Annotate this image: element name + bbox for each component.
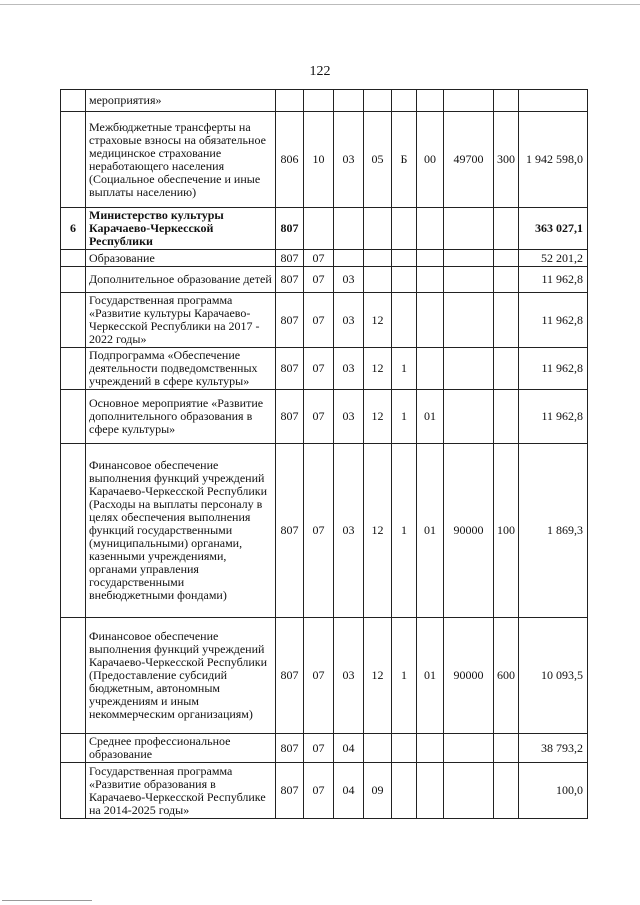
code-ved: 807 bbox=[276, 444, 304, 618]
row-number bbox=[61, 734, 86, 763]
code-pr: 03 bbox=[334, 390, 364, 444]
row-amount: 363 027,1 bbox=[519, 208, 588, 250]
code-program: 09 bbox=[364, 763, 392, 819]
code-subprogram: Б bbox=[392, 112, 417, 208]
code-ved bbox=[276, 90, 304, 112]
code-direction: 90000 bbox=[444, 618, 494, 734]
code-vr bbox=[494, 390, 519, 444]
code-pr: 03 bbox=[334, 348, 364, 390]
row-name: мероприятия» bbox=[86, 90, 276, 112]
code-vr: 600 bbox=[494, 618, 519, 734]
code-ved: 806 bbox=[276, 112, 304, 208]
table-row bbox=[61, 293, 588, 348]
row-number bbox=[61, 112, 86, 208]
code-program: 12 bbox=[364, 348, 392, 390]
row-name: Образование bbox=[86, 250, 276, 267]
code-subprogram bbox=[392, 293, 417, 348]
row-name: Дополнительное образование детей bbox=[86, 267, 276, 293]
code-program: 12 bbox=[364, 390, 392, 444]
code-event bbox=[417, 293, 444, 348]
code-direction bbox=[444, 390, 494, 444]
code-rz: 10 bbox=[304, 112, 334, 208]
row-name: Основное мероприятие «Развитие дополнительного образования в сфере культуры» bbox=[86, 390, 276, 444]
code-ved: 807 bbox=[276, 348, 304, 390]
code-ved: 807 bbox=[276, 267, 304, 293]
code-subprogram bbox=[392, 734, 417, 763]
code-rz: 07 bbox=[304, 763, 334, 819]
code-ved: 807 bbox=[276, 618, 304, 734]
code-program bbox=[364, 208, 392, 250]
code-direction: 90000 bbox=[444, 444, 494, 618]
code-direction bbox=[444, 208, 494, 250]
code-subprogram bbox=[392, 267, 417, 293]
code-event bbox=[417, 763, 444, 819]
code-vr bbox=[494, 250, 519, 267]
table-row bbox=[61, 618, 588, 734]
row-amount: 1 942 598,0 bbox=[519, 112, 588, 208]
row-amount: 10 093,5 bbox=[519, 618, 588, 734]
row-amount bbox=[519, 90, 588, 112]
row-number bbox=[61, 267, 86, 293]
code-ved: 807 bbox=[276, 293, 304, 348]
code-rz: 07 bbox=[304, 348, 334, 390]
code-direction bbox=[444, 348, 494, 390]
code-vr bbox=[494, 267, 519, 293]
code-direction bbox=[444, 250, 494, 267]
code-pr: 03 bbox=[334, 293, 364, 348]
code-rz: 07 bbox=[304, 267, 334, 293]
table-row bbox=[61, 763, 588, 819]
code-subprogram bbox=[392, 250, 417, 267]
code-vr bbox=[494, 348, 519, 390]
code-vr bbox=[494, 763, 519, 819]
row-number bbox=[61, 250, 86, 267]
table-row bbox=[61, 348, 588, 390]
row-number: 6 bbox=[61, 208, 86, 250]
code-program: 05 bbox=[364, 112, 392, 208]
row-amount: 11 962,8 bbox=[519, 267, 588, 293]
table-body bbox=[61, 90, 588, 819]
code-program: 12 bbox=[364, 618, 392, 734]
row-amount: 52 201,2 bbox=[519, 250, 588, 267]
row-number bbox=[61, 618, 86, 734]
table-row bbox=[61, 390, 588, 444]
code-pr bbox=[334, 90, 364, 112]
code-subprogram: 1 bbox=[392, 348, 417, 390]
code-subprogram: 1 bbox=[392, 618, 417, 734]
page-number: 122 bbox=[309, 64, 331, 79]
code-subprogram bbox=[392, 763, 417, 819]
code-program: 12 bbox=[364, 293, 392, 348]
table-row bbox=[61, 444, 588, 618]
code-vr bbox=[494, 734, 519, 763]
code-ved: 807 bbox=[276, 763, 304, 819]
code-program bbox=[364, 267, 392, 293]
code-program bbox=[364, 250, 392, 267]
code-event bbox=[417, 250, 444, 267]
code-direction bbox=[444, 293, 494, 348]
table-row bbox=[61, 112, 588, 208]
row-amount: 100,0 bbox=[519, 763, 588, 819]
row-number bbox=[61, 90, 86, 112]
bottom-rule bbox=[2, 900, 92, 901]
row-number bbox=[61, 444, 86, 618]
code-rz: 07 bbox=[304, 250, 334, 267]
code-vr: 300 bbox=[494, 112, 519, 208]
code-ved: 807 bbox=[276, 390, 304, 444]
code-event bbox=[417, 734, 444, 763]
code-subprogram bbox=[392, 90, 417, 112]
row-name: Министерство культуры Карачаево-Черкесской Республики bbox=[86, 208, 276, 250]
code-rz: 07 bbox=[304, 444, 334, 618]
code-vr: 100 bbox=[494, 444, 519, 618]
code-event bbox=[417, 267, 444, 293]
code-ved: 807 bbox=[276, 734, 304, 763]
code-event bbox=[417, 208, 444, 250]
code-rz bbox=[304, 90, 334, 112]
code-direction bbox=[444, 734, 494, 763]
code-pr bbox=[334, 250, 364, 267]
code-direction: 49700 bbox=[444, 112, 494, 208]
code-rz bbox=[304, 208, 334, 250]
code-event bbox=[417, 90, 444, 112]
row-name: Финансовое обеспечение выполнения функций учреждений Карачаево-Черкесской Республики (Расходы на выплаты персоналу в целях обеспечения выполнения функций государственными (муниципальными) органами, казенными учреждениями, органами управления государственными внебюджетными фондами) bbox=[86, 444, 276, 618]
row-name: Среднее профессиональное образование bbox=[86, 734, 276, 763]
code-event bbox=[417, 348, 444, 390]
code-ved: 807 bbox=[276, 250, 304, 267]
code-subprogram: 1 bbox=[392, 444, 417, 618]
code-event: 01 bbox=[417, 444, 444, 618]
code-pr: 03 bbox=[334, 618, 364, 734]
code-direction bbox=[444, 763, 494, 819]
code-rz: 07 bbox=[304, 734, 334, 763]
row-name: Подпрограмма «Обеспечение деятельности подведомственных учреждений в сфере культуры» bbox=[86, 348, 276, 390]
code-subprogram: 1 bbox=[392, 390, 417, 444]
table-row bbox=[61, 267, 588, 293]
code-vr bbox=[494, 208, 519, 250]
row-number bbox=[61, 763, 86, 819]
budget-table bbox=[60, 89, 588, 819]
row-amount: 11 962,8 bbox=[519, 293, 588, 348]
row-number bbox=[61, 348, 86, 390]
row-name: Государственная программа «Развитие культуры Карачаево-Черкесской Республики на 2017 - 2022 годы» bbox=[86, 293, 276, 348]
row-name: Финансовое обеспечение выполнения функций учреждений Карачаево-Черкесской Республики (Предоставление субсидий бюджетным, автономным учреждениям и иным некоммерческим организациям) bbox=[86, 618, 276, 734]
code-program bbox=[364, 90, 392, 112]
code-subprogram bbox=[392, 208, 417, 250]
code-pr: 04 bbox=[334, 763, 364, 819]
table-row bbox=[61, 90, 588, 112]
top-rule bbox=[0, 4, 640, 5]
code-rz: 07 bbox=[304, 618, 334, 734]
row-name: Межбюджетные трансферты на страховые взносы на обязательное медицинское страхование неработающего населения (Социальное обеспечение и иные выплаты населению) bbox=[86, 112, 276, 208]
row-amount: 38 793,2 bbox=[519, 734, 588, 763]
code-event: 01 bbox=[417, 390, 444, 444]
code-program bbox=[364, 734, 392, 763]
code-event: 01 bbox=[417, 618, 444, 734]
row-name: Государственная программа «Развитие образования в Карачаево-Черкесской Республике на 2014-2025 годы» bbox=[86, 763, 276, 819]
code-vr bbox=[494, 90, 519, 112]
row-number bbox=[61, 390, 86, 444]
row-amount: 1 869,3 bbox=[519, 444, 588, 618]
code-program: 12 bbox=[364, 444, 392, 618]
code-rz: 07 bbox=[304, 293, 334, 348]
table-row bbox=[61, 250, 588, 267]
row-number bbox=[61, 293, 86, 348]
table-row bbox=[61, 208, 588, 250]
code-direction bbox=[444, 90, 494, 112]
code-pr bbox=[334, 208, 364, 250]
code-pr: 03 bbox=[334, 112, 364, 208]
row-amount: 11 962,8 bbox=[519, 390, 588, 444]
code-vr bbox=[494, 293, 519, 348]
code-pr: 04 bbox=[334, 734, 364, 763]
code-pr: 03 bbox=[334, 267, 364, 293]
table-row bbox=[61, 734, 588, 763]
code-ved: 807 bbox=[276, 208, 304, 250]
row-amount: 11 962,8 bbox=[519, 348, 588, 390]
code-pr: 03 bbox=[334, 444, 364, 618]
code-rz: 07 bbox=[304, 390, 334, 444]
code-direction bbox=[444, 267, 494, 293]
code-event: 00 bbox=[417, 112, 444, 208]
